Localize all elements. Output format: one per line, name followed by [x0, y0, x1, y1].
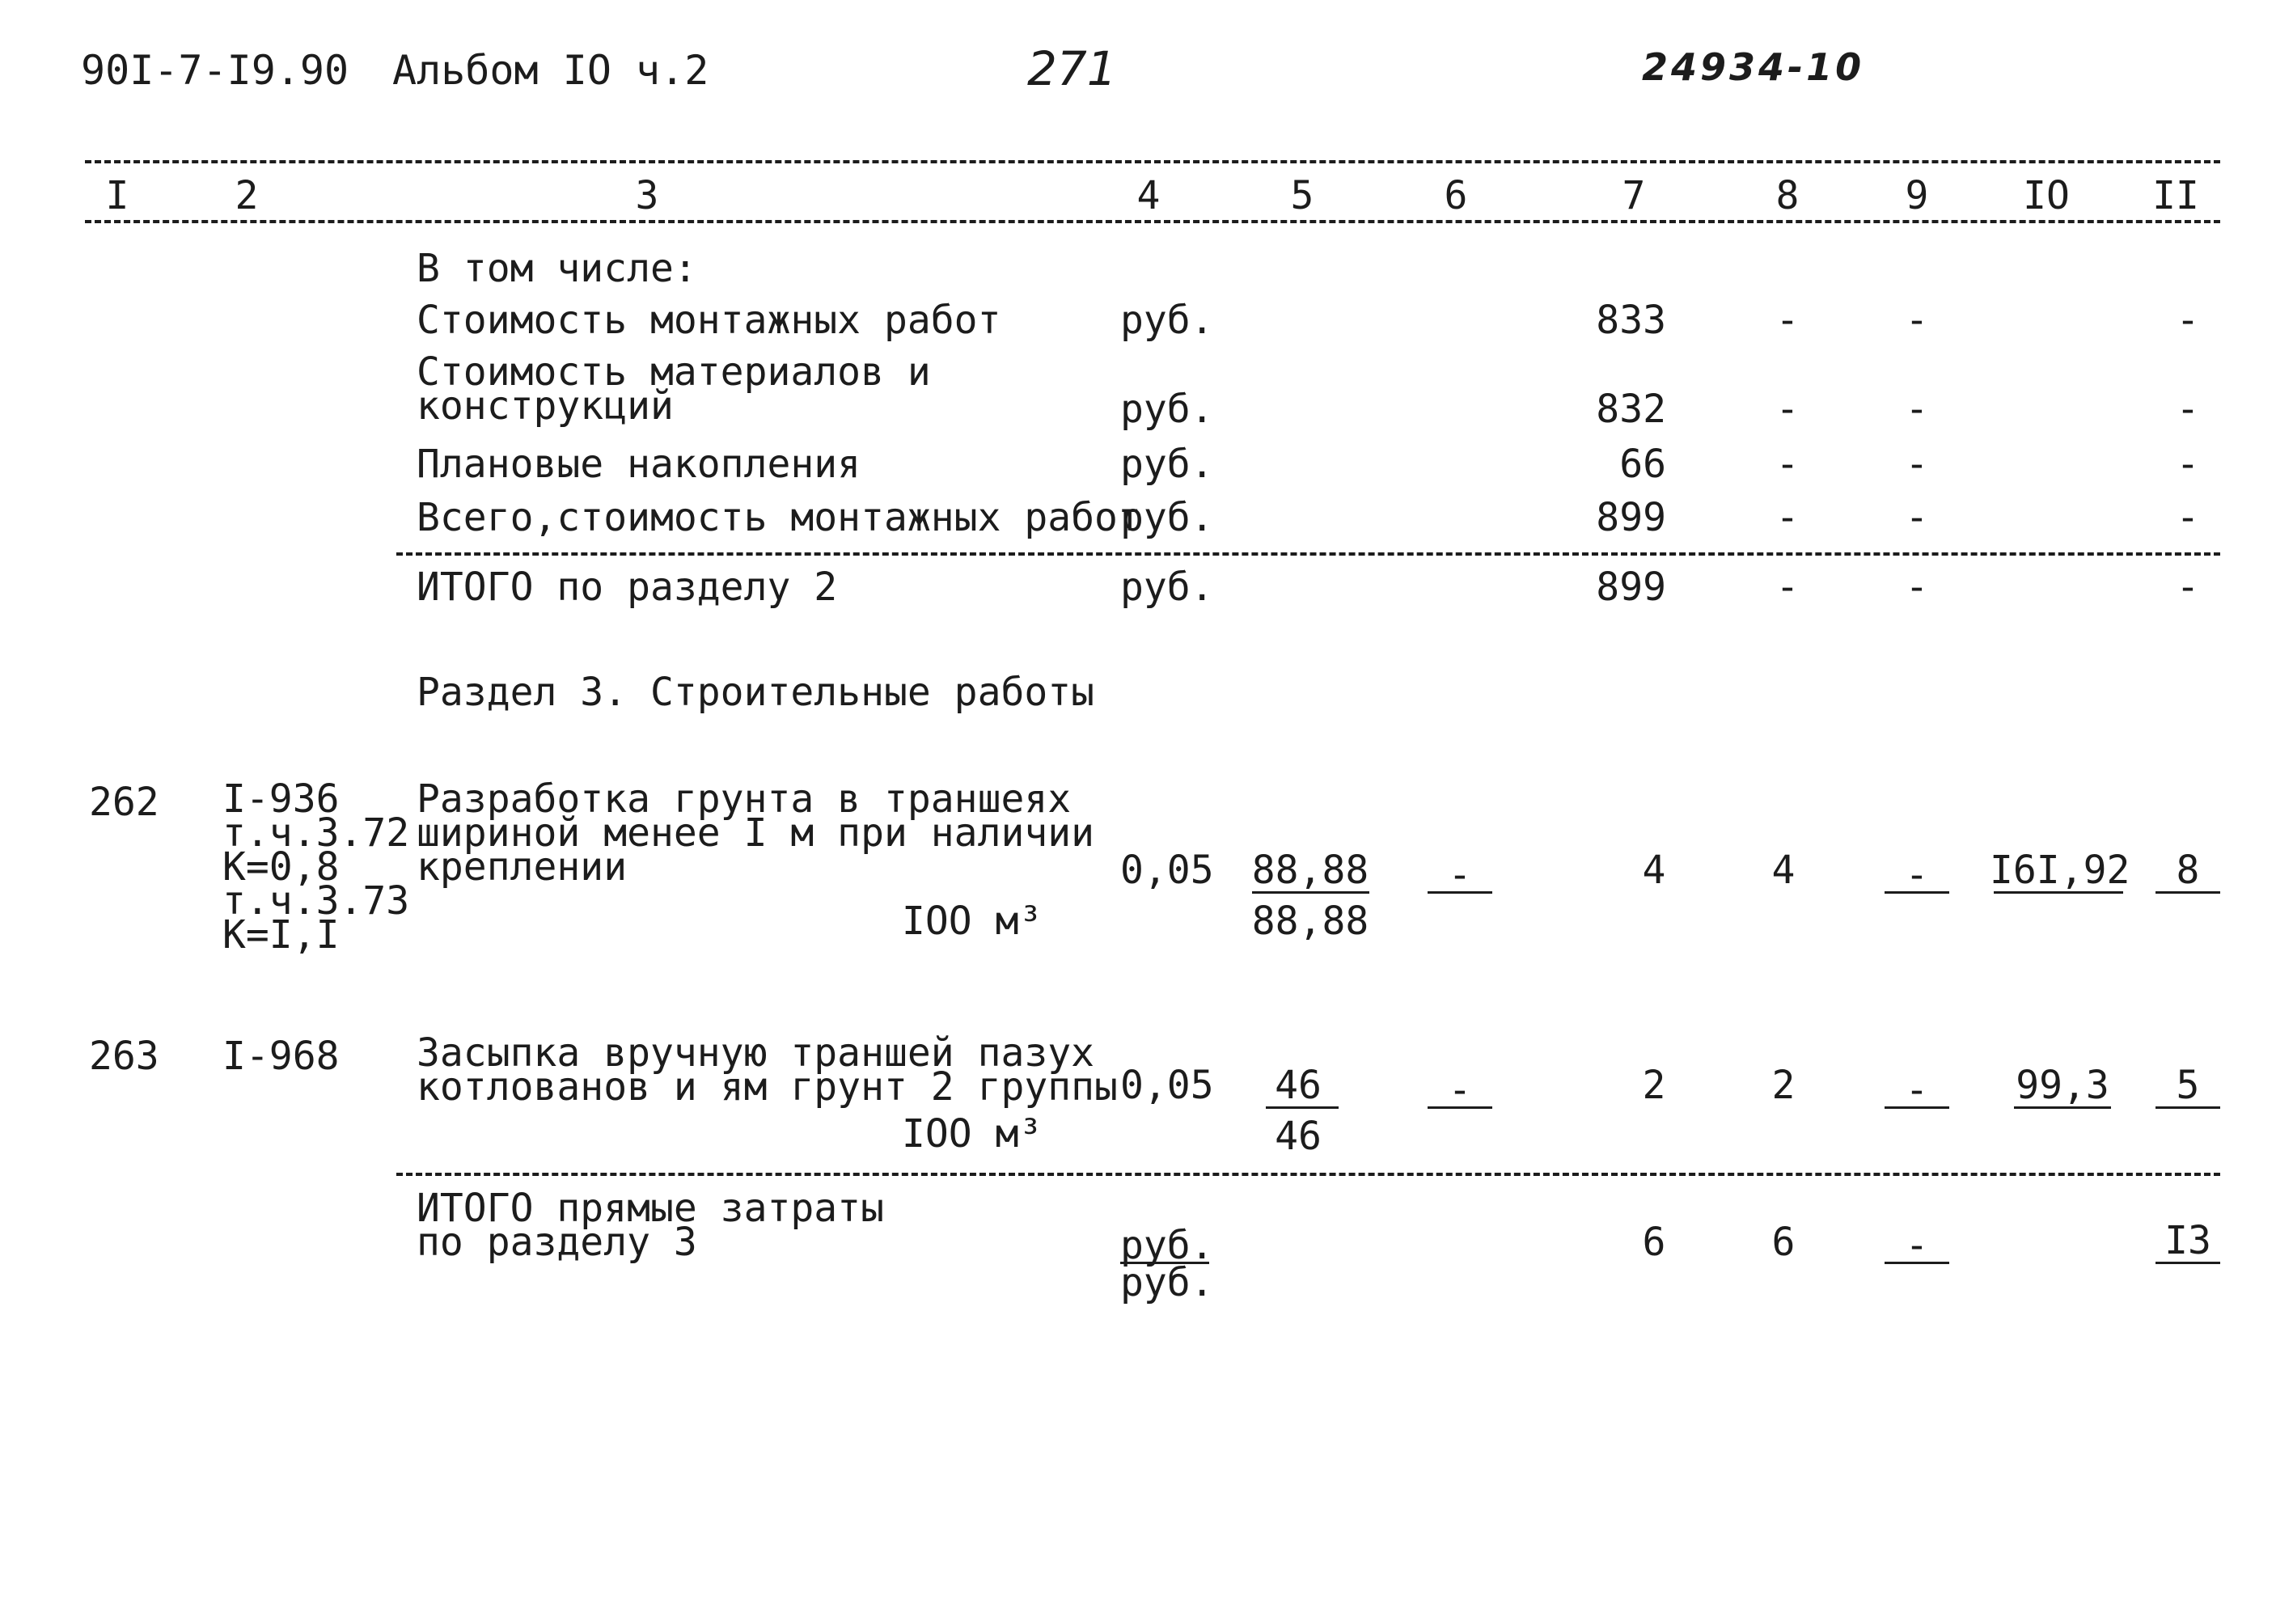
- item-col7: 4: [1642, 848, 1666, 893]
- item-col11: 8: [2176, 848, 2200, 893]
- section3-total-col11: I3: [2164, 1218, 2211, 1263]
- item-col5-bottom: 46: [1275, 1114, 1322, 1159]
- item-code-line: I-968: [222, 1034, 340, 1079]
- fraction-rule: [2156, 1106, 2220, 1109]
- fraction-rule: [1885, 1106, 1949, 1109]
- item-col11: 5: [2176, 1063, 2200, 1108]
- table-header-top-rule: [85, 160, 2220, 163]
- row-col7: 899: [1596, 495, 1666, 540]
- row-unit: руб.: [1120, 387, 1214, 432]
- row-col9: -: [1905, 298, 1929, 343]
- row-label-line2: конструкций: [417, 383, 674, 429]
- item-col10: 99,3: [2016, 1063, 2109, 1108]
- item-number: 262: [89, 780, 159, 825]
- item-unit: IOO м³: [902, 899, 1043, 944]
- row-col9: -: [1905, 495, 1929, 540]
- page-number: 271: [1027, 41, 1117, 96]
- row-label-line1: Стоимость материалов и: [417, 349, 931, 395]
- column-header-7: 7: [1622, 173, 1646, 218]
- row-col11: -: [2176, 298, 2200, 343]
- section2-total-unit: руб.: [1120, 565, 1214, 610]
- row-col7: 833: [1596, 298, 1666, 343]
- row-col7: 832: [1596, 387, 1666, 432]
- column-header-6: 6: [1444, 173, 1468, 218]
- section2-total-col7: 899: [1596, 565, 1666, 610]
- archive-number: 24934-10: [1642, 45, 1865, 89]
- row-col8: -: [1775, 495, 1800, 540]
- item-col5-bottom: 88,88: [1251, 899, 1369, 944]
- album-label: Альбом IO ч.2: [392, 47, 709, 94]
- section2-intro: В том числе:: [417, 246, 697, 291]
- item-col8: 2: [1771, 1063, 1796, 1108]
- column-header-9: 9: [1905, 173, 1929, 218]
- item-code-line: I-936: [222, 776, 340, 822]
- fraction-rule: [2156, 891, 2220, 894]
- row-label: Стоимость монтажных работ: [417, 298, 1001, 343]
- item-description-line: Разработка грунта в траншеях: [417, 776, 1072, 822]
- section3-total-label-line1: ИТОГО прямые затраты: [417, 1186, 884, 1231]
- item-col9: -: [1905, 1068, 1929, 1113]
- column-header-2: 2: [235, 173, 259, 218]
- fraction-rule: [1885, 1262, 1949, 1264]
- section3-total-col9: -: [1905, 1223, 1929, 1268]
- row-col8: -: [1775, 298, 1800, 343]
- row-col7: 66: [1619, 442, 1666, 487]
- item-number: 263: [89, 1034, 159, 1079]
- item-col5-top: 46: [1275, 1063, 1322, 1108]
- row-col9: -: [1905, 442, 1929, 487]
- item-description-line: котлованов и ям грунт 2 группы: [417, 1064, 1118, 1110]
- row-unit: руб.: [1120, 298, 1214, 343]
- section3-total-col8: 6: [1771, 1220, 1796, 1265]
- row-label: Плановые накопления: [417, 442, 861, 487]
- document-code: 90I-7-I9.90: [81, 47, 349, 94]
- section2-total-label: ИТОГО по разделу 2: [417, 565, 838, 610]
- row-col11: -: [2176, 442, 2200, 487]
- section2-total-col11: -: [2176, 565, 2200, 610]
- fraction-rule: [1428, 1106, 1492, 1109]
- item-code-line: К=0,8: [222, 844, 340, 890]
- item-unit: IOO м³: [902, 1111, 1043, 1157]
- fraction-rule: [1266, 1106, 1339, 1109]
- item-col6: -: [1448, 852, 1472, 898]
- item-code-line: т.ч.3.72: [222, 810, 410, 856]
- row-col9: -: [1905, 387, 1929, 432]
- item-col5-top: 88,88: [1251, 848, 1369, 893]
- fraction-rule: [1428, 891, 1492, 894]
- item-quantity: 0,05: [1120, 848, 1214, 893]
- column-header-4: 4: [1136, 173, 1161, 218]
- item-col8: 4: [1771, 848, 1796, 893]
- column-header-1: I: [105, 173, 129, 218]
- column-header-5: 5: [1290, 173, 1314, 218]
- row-label: Всего,стоимость монтажных работ: [417, 495, 1141, 540]
- fraction-rule: [1885, 891, 1949, 894]
- row-col8: -: [1775, 387, 1800, 432]
- item-col9: -: [1905, 852, 1929, 898]
- item-col7: 2: [1642, 1063, 1666, 1108]
- item-code-line: К=I,I: [222, 912, 340, 958]
- row-col11: -: [2176, 387, 2200, 432]
- column-header-11: II: [2152, 173, 2199, 218]
- item-col10: I6I,92: [1990, 848, 2130, 893]
- column-header-3: 3: [635, 173, 659, 218]
- row-unit: руб.: [1120, 495, 1214, 540]
- section2-total-rule: [396, 552, 2220, 556]
- item-quantity: 0,05: [1120, 1063, 1214, 1108]
- item-description-line: креплении: [417, 844, 628, 890]
- item-code-line: т.ч.3.73: [222, 878, 410, 924]
- fraction-rule: [1252, 891, 1369, 894]
- row-unit: руб.: [1120, 442, 1214, 487]
- table-header-bottom-rule: [85, 220, 2220, 223]
- section3-total-col7: 6: [1642, 1220, 1666, 1265]
- column-header-10: IO: [2023, 173, 2070, 218]
- column-header-8: 8: [1775, 173, 1800, 218]
- row-col8: -: [1775, 442, 1800, 487]
- section2-total-col9: -: [1905, 565, 1929, 610]
- fraction-rule: [2014, 1106, 2111, 1109]
- section3-total-unit-top: руб.: [1120, 1223, 1214, 1268]
- section3-total-label-line2: по разделу 3: [417, 1220, 697, 1265]
- item-description-line: Засыпка вручную траншей пазух: [417, 1030, 1095, 1076]
- item-col6: -: [1448, 1068, 1472, 1113]
- fraction-rule: [1994, 891, 2123, 894]
- section3-total-rule: [396, 1173, 2220, 1176]
- item-description-line: шириной менее I м при наличии: [417, 810, 1095, 856]
- section2-total-col8: -: [1775, 565, 1800, 610]
- fraction-rule: [2156, 1262, 2220, 1264]
- row-col11: -: [2176, 495, 2200, 540]
- section3-total-unit-bottom: руб.: [1120, 1260, 1214, 1305]
- section3-title: Раздел 3. Строительные работы: [417, 670, 1095, 715]
